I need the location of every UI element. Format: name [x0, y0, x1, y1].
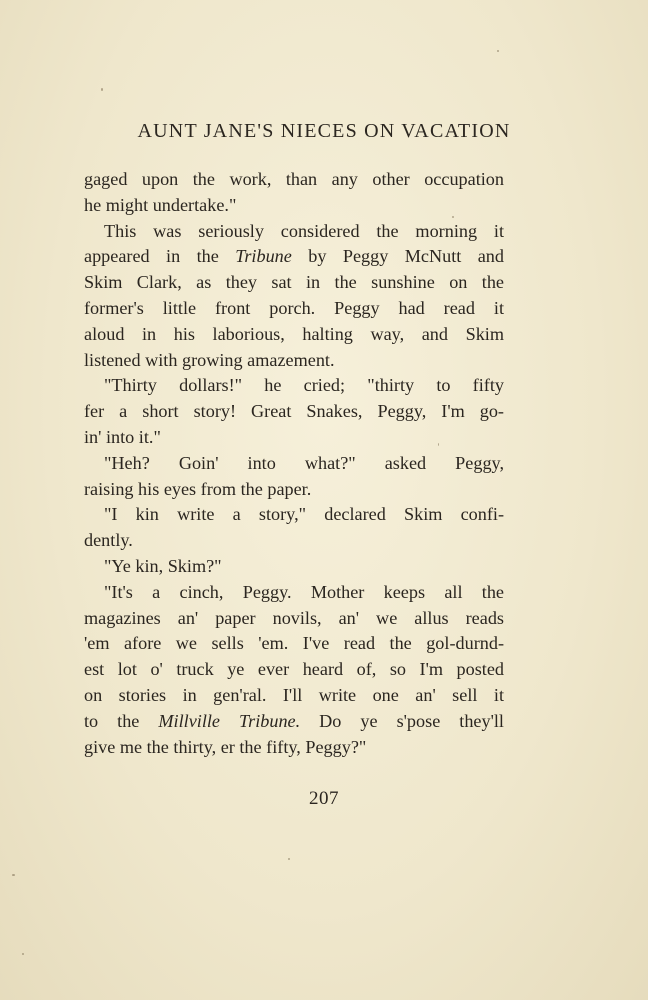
paper-speck — [452, 216, 454, 218]
text-line: appeared in the Tribune by Peggy McNutt and — [84, 246, 504, 267]
text-line: est lot o' truck ye ever heard of, so I'm posted — [84, 659, 504, 680]
text-line: former's little front porch. Peggy had read it — [84, 297, 504, 318]
paper-speck — [288, 858, 290, 860]
text-line: "It's a cinch, Peggy. Mother keeps all the — [104, 581, 504, 602]
text-line: on stories in gen'ral. I'll write one an' sell it — [84, 684, 504, 705]
text-line: aloud in his laborious, halting way, and Skim — [84, 323, 504, 344]
paragraph — [84, 373, 504, 450]
paper-speck — [101, 88, 103, 91]
text-line: "Ye kin, Skim?" — [104, 555, 222, 576]
text-line: fer a short story! Great Snakes, Peggy, I'm go- — [84, 401, 504, 422]
paper-speck — [22, 953, 24, 955]
body-text — [84, 167, 504, 760]
text-line: "I kin write a story," declared Skim confi- — [104, 504, 504, 525]
paragraph — [84, 502, 504, 554]
text-line: in' into it." — [84, 426, 161, 447]
running-header: AUNT JANE'S NIECES ON VACATION — [137, 120, 511, 142]
paragraph — [84, 554, 504, 580]
text-line: gaged upon the work, than any other occupation — [84, 169, 504, 189]
paragraph — [84, 219, 504, 374]
italic-title: Tribune — [235, 246, 292, 267]
text-line: 'em afore we sells 'em. I've read the gol-durnd- — [84, 633, 504, 654]
text-line: "Heh? Goin' into what?" asked Peggy, — [104, 452, 504, 473]
text-line: dently. — [84, 530, 133, 551]
paper-speck — [438, 443, 439, 446]
italic-title: Millville Tribune. — [158, 710, 301, 731]
text-line: he might undertake." — [84, 194, 237, 215]
paragraph — [84, 167, 504, 219]
text-line: give me the thirty, er the fifty, Peggy?" — [84, 736, 367, 757]
page-number: 207 — [309, 788, 339, 809]
text-line: listened with growing amazement. — [84, 349, 335, 370]
paragraph — [84, 451, 504, 503]
text-line: "Thirty dollars!" he cried; "thirty to fifty — [104, 375, 504, 396]
text-line: Skim Clark, as they sat in the sunshine on the — [84, 272, 504, 293]
paragraph — [84, 580, 504, 761]
text-line: magazines an' paper novils, an' we allus reads — [84, 607, 504, 628]
paper-speck — [497, 50, 499, 52]
text-line: to the Millville Tribune. Do ye s'pose they'll — [84, 710, 504, 731]
text-line: This was seriously considered the morning it — [104, 220, 504, 241]
paper-speck — [12, 874, 15, 876]
text-line: raising his eyes from the paper. — [84, 478, 312, 499]
